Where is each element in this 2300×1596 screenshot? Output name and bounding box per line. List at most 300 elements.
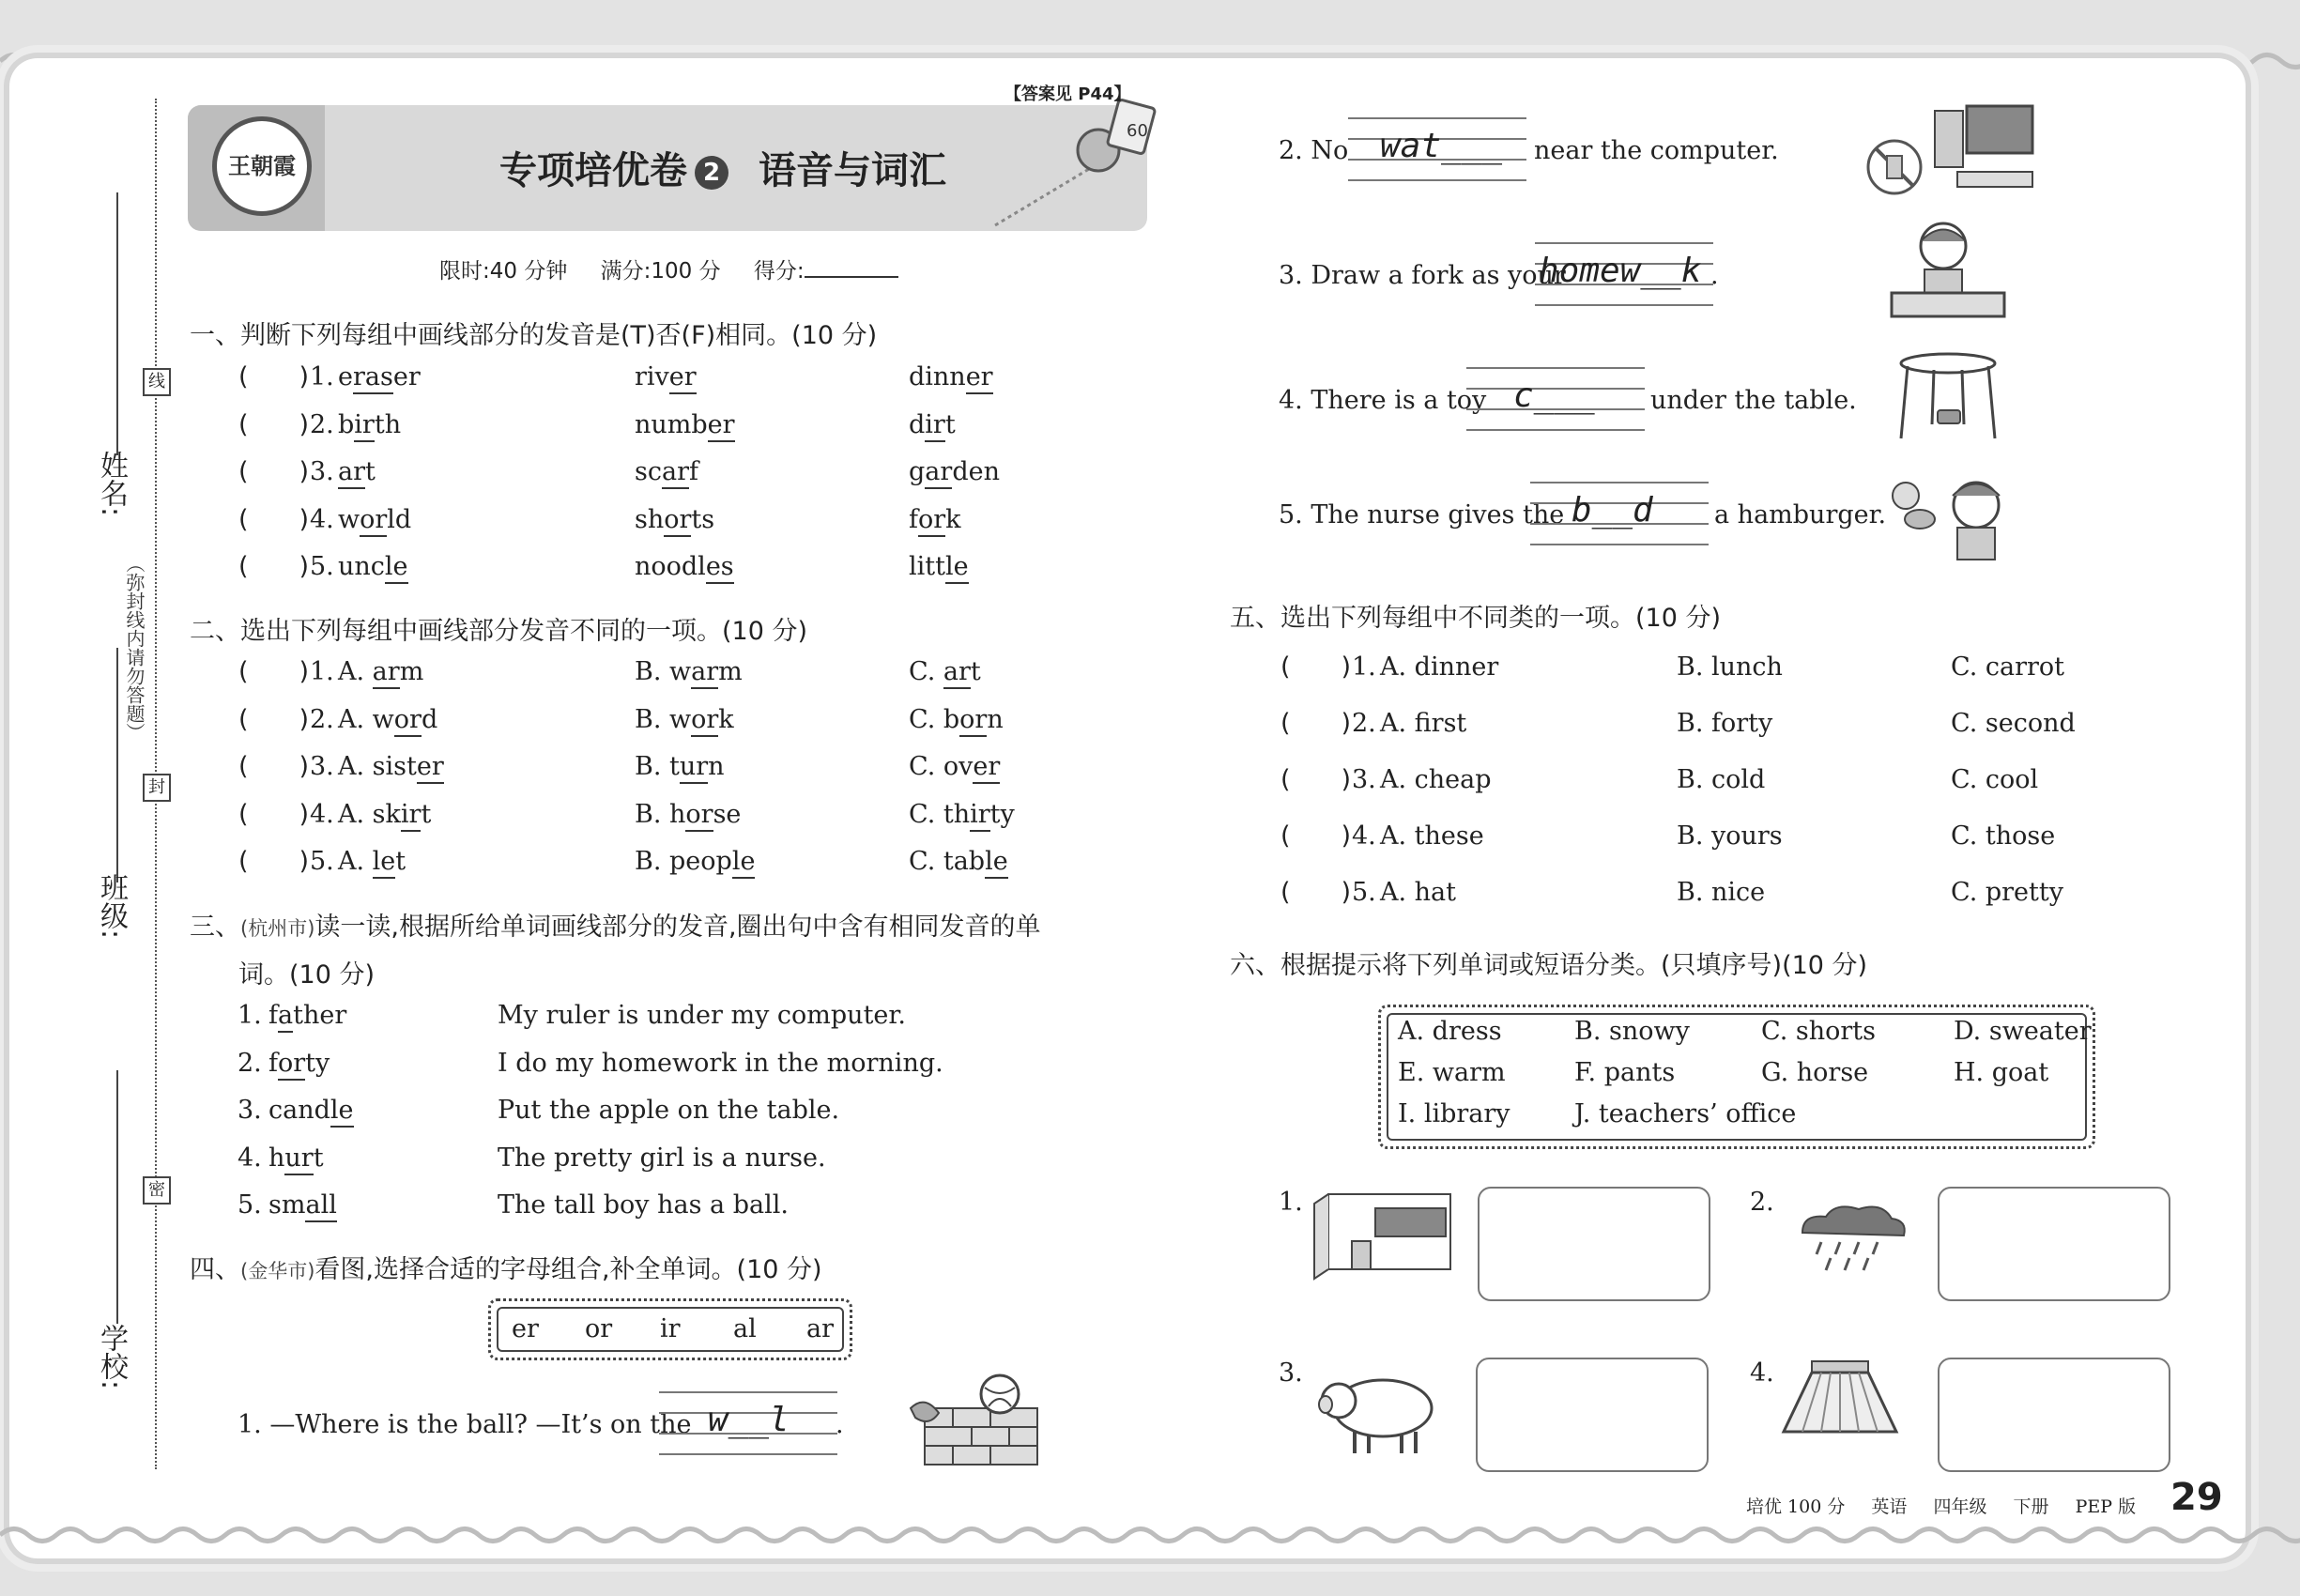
word-part: A. w: [338, 704, 394, 734]
underlined-letters: or: [691, 705, 718, 737]
underlined-letters: or: [360, 505, 387, 537]
word-part: d: [909, 409, 926, 439]
sentence[interactable]: The tall boy has a ball.: [498, 1190, 789, 1220]
word-part: sc: [635, 457, 662, 486]
word-part: k: [718, 704, 734, 734]
underlined-letters: ar: [691, 657, 718, 689]
word-part: t: [970, 657, 981, 686]
nurse-bird-picture: [1887, 468, 2014, 561]
class-fill-line: [116, 648, 118, 882]
footer-subject: 英语: [1871, 1496, 1908, 1517]
wall-ball-picture: [906, 1371, 1047, 1469]
option-b: [635, 752, 725, 781]
word-part: cand: [268, 1096, 330, 1125]
key-word: [268, 1190, 337, 1220]
option-b: [635, 457, 698, 486]
section-3-number: 三、: [190, 913, 240, 942]
question-number: 1.: [310, 362, 334, 391]
answer-parentheses[interactable]: ( ): [238, 752, 310, 781]
key-word: [268, 1096, 354, 1125]
class-label: 班级:: [95, 873, 128, 940]
option-word: [635, 800, 741, 832]
word-part: b: [338, 409, 355, 439]
option-b: [635, 410, 735, 439]
word-part: ty: [305, 1048, 330, 1078]
option-word: [338, 847, 406, 879]
option-c: [909, 457, 1000, 486]
option-a: [338, 847, 406, 876]
word-part: dinn: [909, 362, 966, 391]
wavy-bottom-edge: [0, 1523, 2300, 1547]
underlined-letters: le: [985, 847, 1008, 879]
option-word: [909, 657, 981, 689]
option-word: [635, 752, 725, 784]
option-word: [909, 705, 1004, 737]
option-word: [635, 657, 743, 689]
underlined-letters: er: [417, 752, 444, 784]
sentence[interactable]: Put the apple on the table.: [498, 1096, 840, 1125]
category-label: 2.: [1750, 1188, 1774, 1217]
option-word: [635, 705, 734, 737]
answer-parentheses[interactable]: ( ): [1280, 821, 1352, 851]
word-bank-item: G. horse: [1761, 1058, 1869, 1087]
s4-q3-text-end: .: [1710, 261, 1719, 290]
underlined-letters: or: [918, 505, 945, 537]
underlined-letters: all: [305, 1190, 336, 1222]
section-3-instruction: 读一读,根据所给单词画线部分的发音,圈出句中含有相同发音的单: [314, 913, 1041, 942]
word-part: ther: [293, 1001, 347, 1030]
word-part: ts: [691, 504, 715, 534]
section-1-title: 一、判断下列每组中画线部分的发音是(T)否(F)相同。(10 分): [190, 321, 878, 350]
option-b: B. lunch: [1677, 652, 1783, 682]
underlined-letters: ar: [338, 457, 365, 489]
answer-box-1[interactable]: [1478, 1187, 1710, 1301]
question-number: 5.: [310, 552, 334, 581]
question-number: 2.: [310, 409, 334, 439]
option-a: A. these: [1380, 821, 1484, 851]
underlined-letters: ar: [925, 457, 952, 489]
answer-parentheses[interactable]: ( ): [1280, 765, 1352, 794]
word-part: t: [421, 799, 432, 829]
word-part: B. t: [635, 752, 680, 781]
s4-q1-writing-lines[interactable]: [659, 1391, 837, 1457]
question-number: 3.: [1352, 765, 1376, 794]
option-c: C. carrot: [1951, 652, 2064, 682]
question-number: 5.: [310, 847, 334, 876]
question-number: 3.: [310, 457, 334, 486]
option-b: [635, 657, 743, 686]
answer-parentheses[interactable]: ( ): [1280, 878, 1352, 907]
word-part: B. w: [635, 704, 692, 734]
underlined-letters: ir: [401, 800, 422, 832]
option-a: [338, 505, 411, 534]
option-word: [909, 410, 956, 442]
option-word: [338, 362, 421, 394]
question-number: 3.: [238, 1096, 262, 1125]
word-part: den: [952, 457, 1000, 486]
option-b: [635, 800, 741, 829]
question-number: 1.: [238, 1001, 262, 1030]
word-part: f: [909, 504, 918, 534]
sentence[interactable]: I do my homework in the morning.: [498, 1048, 943, 1078]
title-part-2: 语音与词汇: [759, 149, 946, 192]
section-6-title: 六、根据提示将下列单词或短语分类。(只填序号)(10 分): [1230, 951, 1868, 980]
question-number: 5.: [238, 1190, 262, 1220]
s4-q2-text-end: near the computer.: [1534, 136, 1779, 165]
option-word: [909, 457, 1000, 489]
word-part: f: [689, 457, 698, 486]
pig-picture: [1312, 1361, 1444, 1460]
option-b: [635, 552, 734, 581]
title-number-badge: 2: [695, 156, 728, 190]
letter-option: ar: [806, 1314, 835, 1343]
s4-q4-handwriting: c___: [1513, 376, 1595, 415]
question-number: 5.: [1352, 878, 1376, 907]
question-number: 2.: [1352, 709, 1376, 738]
word-part: C. b: [909, 704, 960, 734]
time-limit: 限时:40 分钟: [439, 259, 568, 284]
option-word: [635, 847, 755, 879]
underlined-letters: er: [708, 410, 735, 442]
option-b: B. nice: [1677, 878, 1766, 907]
option-word: [338, 752, 444, 784]
category-label: 4.: [1750, 1358, 1774, 1388]
option-c: [909, 552, 969, 581]
exam-meta: [439, 253, 925, 284]
word-bank-item: J. teachers’ office: [1574, 1099, 1797, 1128]
seal-notice: （弥封线内请勿答题）: [123, 554, 146, 742]
underlined-letters: ar: [373, 657, 400, 689]
option-word: [909, 505, 961, 537]
word-part: riv: [635, 362, 669, 391]
word-part: t: [365, 457, 376, 486]
footer-edition: PEP 版: [2075, 1496, 2137, 1517]
option-c: C. pretty: [1951, 878, 2063, 907]
underlined-letters: er: [669, 362, 697, 394]
word-part: ty: [989, 799, 1015, 829]
word-bank-item: I. library: [1398, 1099, 1510, 1128]
option-c: C. second: [1951, 709, 2076, 738]
question-number: 1.: [1352, 652, 1376, 682]
period: .: [836, 1410, 844, 1439]
score-blank[interactable]: [805, 276, 898, 278]
option-b: [635, 505, 714, 534]
underlined-letters: ras: [353, 362, 393, 394]
section-2-title: 二、选出下列每组中画线部分发音不同的一项。(10 分): [190, 617, 808, 646]
s4-q2-handwriting: wat___: [1380, 127, 1503, 165]
option-word: [635, 552, 734, 584]
option-a: A. dinner: [1380, 652, 1499, 682]
option-a: [338, 457, 376, 486]
word-part: t: [395, 847, 406, 876]
question-number: 4.: [310, 504, 334, 534]
footer-grade: 四年级: [1933, 1496, 1987, 1517]
underlined-letters: le: [373, 847, 396, 879]
option-word: [338, 410, 401, 442]
word-part: B. w: [635, 657, 692, 686]
section-3-source: (杭州市): [240, 917, 315, 940]
page-footer: [1746, 1493, 2156, 1518]
answer-box-4[interactable]: [1938, 1358, 2170, 1472]
underlined-letters: le: [732, 847, 756, 879]
word-part: ld: [387, 504, 412, 534]
key-word: [268, 1143, 324, 1173]
underlined-letters: es: [706, 552, 734, 584]
option-word: [909, 362, 993, 394]
option-a: [338, 800, 431, 829]
question-number: 4.: [310, 799, 334, 829]
underlined-letters: ir: [925, 410, 945, 442]
word-bank-item: E. warm: [1398, 1058, 1506, 1087]
option-word: [338, 705, 437, 737]
key-word-text: [268, 1096, 354, 1128]
answer-box-3[interactable]: [1476, 1358, 1709, 1472]
option-b: B. yours: [1677, 821, 1783, 851]
category-label: 1.: [1279, 1188, 1303, 1217]
s4-q5-handwriting: b__d: [1572, 491, 1653, 529]
word-part: C. th: [909, 799, 971, 829]
section-5-title: 五、选出下列每组中不同类的一项。(10 分): [1230, 604, 1722, 633]
option-a: [338, 705, 437, 734]
option-c: [909, 847, 1008, 876]
letter-option: ir: [660, 1314, 681, 1343]
word-part: f: [268, 1048, 278, 1078]
option-word: [909, 552, 969, 584]
s4-q4-writing-lines[interactable]: [1466, 367, 1645, 433]
option-b: B. cold: [1677, 765, 1766, 794]
section-4-number: 四、: [190, 1255, 240, 1284]
option-word: [338, 657, 423, 689]
option-b: [635, 847, 755, 876]
key-word: [268, 1001, 346, 1030]
svg-text:60: 60: [1127, 121, 1148, 141]
word-part: A. sk: [338, 799, 401, 829]
underlined-letters: ar: [943, 657, 971, 689]
option-word: [909, 752, 1000, 784]
footer-volume: 下册: [2013, 1496, 2049, 1517]
word-part: th: [374, 409, 402, 439]
underlined-letters: er: [966, 362, 993, 394]
underlined-letters: ir: [970, 800, 990, 832]
word-bank-item: B. snowy: [1574, 1017, 1690, 1046]
word-part: w: [338, 504, 360, 534]
key-word-text: [268, 1143, 324, 1175]
word-part: n: [987, 704, 1004, 734]
word-part: noodl: [635, 552, 706, 581]
option-word: [635, 410, 735, 442]
question-number: 4.: [1352, 821, 1376, 851]
answer-box-2[interactable]: [1938, 1187, 2170, 1301]
fold-mark: 密: [143, 1176, 171, 1205]
full-score: 满分:100 分: [600, 259, 721, 284]
option-b: [635, 705, 734, 734]
answer-parentheses[interactable]: ( ): [238, 457, 310, 486]
question-number: 2.: [310, 704, 334, 734]
letter-option: er: [512, 1314, 539, 1343]
answer-parentheses[interactable]: ( ): [238, 799, 310, 829]
library-picture: [1310, 1185, 1455, 1283]
letter-options-box: [488, 1298, 852, 1360]
word-part: numb: [635, 409, 708, 439]
option-a: A. first: [1380, 709, 1467, 738]
word-part: A. sist: [338, 752, 417, 781]
underlined-letters: ar: [662, 457, 689, 489]
underlined-letters: or: [664, 505, 691, 537]
option-c: [909, 752, 1000, 781]
option-word: [338, 505, 411, 537]
option-word: [338, 800, 431, 832]
option-c: C. those: [1951, 821, 2056, 851]
underlined-letters: ir: [354, 410, 375, 442]
name-fill-line: [116, 192, 118, 455]
s4-q5-writing-lines[interactable]: [1530, 482, 1709, 547]
answer-parentheses[interactable]: ( ): [238, 657, 310, 686]
option-a: [338, 657, 423, 686]
question-number: 2.: [238, 1048, 262, 1078]
underlined-letters: le: [945, 552, 969, 584]
option-a: [338, 362, 421, 391]
footer-series: 培优 100 分: [1746, 1496, 1846, 1517]
no-water-computer-picture: [1863, 101, 2037, 195]
score-label: 得分:: [753, 259, 805, 284]
word-part: se: [713, 799, 742, 829]
word-bank-box: [1378, 1005, 2095, 1149]
s4-q2-writing-lines[interactable]: [1348, 117, 1526, 183]
publisher-logo: 王朝霞: [212, 116, 312, 216]
s4-q3-writing-lines[interactable]: [1535, 242, 1713, 308]
answer-parentheses[interactable]: ( ): [238, 362, 310, 391]
word-part: m: [399, 657, 424, 686]
underlined-letters: or: [959, 705, 987, 737]
option-c: [909, 505, 961, 534]
title-part-1: 专项培优卷: [499, 149, 687, 192]
s4-q3-text: 3. Draw a fork as your: [1279, 261, 1566, 290]
word-bank-item: C. shorts: [1761, 1017, 1876, 1046]
option-a: [338, 410, 401, 439]
option-a: A. cheap: [1380, 765, 1492, 794]
word-part: er: [392, 362, 421, 391]
s4-q5-text: 5. The nurse gives the: [1279, 500, 1565, 529]
section-4-source: (金华市): [240, 1260, 315, 1282]
underlined-letters: or: [685, 800, 713, 832]
key-word-text: [268, 1001, 346, 1033]
option-word: [635, 457, 698, 489]
answer-parentheses[interactable]: ( ): [238, 704, 310, 734]
answer-parentheses[interactable]: ( ): [238, 409, 310, 439]
underlined-letters: le: [330, 1096, 354, 1128]
sentence[interactable]: My ruler is under my computer.: [498, 1001, 906, 1030]
section-3-title: [190, 906, 1041, 943]
word-part: f: [268, 1001, 278, 1030]
underlined-letters: a: [278, 1001, 293, 1033]
word-part: h: [268, 1143, 285, 1173]
s4-q3-handwriting: homew__k: [1539, 252, 1702, 290]
word-part: t: [313, 1143, 324, 1173]
school-label: 学校:: [95, 1324, 128, 1390]
option-a: [338, 752, 444, 781]
word-part: C. ov: [909, 752, 974, 781]
key-word: [268, 1049, 330, 1078]
underlined-letters: or: [394, 705, 422, 737]
s4-q4-text-end: under the table.: [1650, 386, 1857, 415]
option-word: [909, 847, 1008, 879]
answer-parentheses[interactable]: ( ): [238, 847, 310, 876]
underlined-letters: er: [973, 752, 1000, 784]
car-under-table-picture: [1896, 349, 2000, 443]
mascot-illustration: [986, 84, 1164, 235]
word-part: n: [708, 752, 725, 781]
answer-parentheses[interactable]: ( ): [238, 504, 310, 534]
word-part: e: [338, 362, 353, 391]
option-c: C. cool: [1951, 765, 2039, 794]
answer-parentheses[interactable]: ( ): [238, 552, 310, 581]
word-bank-item: F. pants: [1574, 1058, 1676, 1087]
girl-homework-picture: [1887, 218, 2009, 326]
s4-q4-text: 4. There is a toy: [1279, 386, 1487, 415]
s4-q1-text: 1. —Where is the ball? —It’s on the: [238, 1410, 692, 1439]
line-mark: 线: [143, 368, 171, 396]
name-label: 姓名:: [95, 451, 128, 517]
key-word-text: [268, 1049, 330, 1081]
option-word: [338, 552, 408, 584]
section-4-title: [190, 1249, 822, 1285]
option-c: [909, 362, 993, 391]
answer-parentheses[interactable]: ( ): [1280, 709, 1352, 738]
word-part: sh: [635, 504, 665, 534]
section-3-title-cont: 词。(10 分): [238, 960, 376, 990]
option-word: [909, 800, 1015, 832]
word-bank-item: A. dress: [1398, 1017, 1502, 1046]
word-part: litt: [909, 552, 945, 581]
option-word: [338, 457, 376, 489]
answer-parentheses[interactable]: ( ): [1280, 652, 1352, 682]
option-a: [338, 552, 408, 581]
word-bank-item: H. goat: [1954, 1058, 2049, 1087]
word-part: A.: [338, 847, 373, 876]
question-number: 4.: [238, 1143, 262, 1173]
option-c: [909, 800, 1015, 829]
skirt-picture: [1779, 1357, 1901, 1441]
question-number: 1.: [310, 657, 334, 686]
word-part: A.: [338, 657, 373, 686]
underlined-letters: or: [278, 1049, 305, 1081]
s4-q5-text-end: a hamburger.: [1714, 500, 1887, 529]
word-part: B. peop: [635, 847, 732, 876]
section-4-instruction: 看图,选择合适的字母组合,补全单词。(10 分): [314, 1255, 822, 1284]
word-part: k: [945, 504, 961, 534]
word-part: g: [909, 457, 926, 486]
word-part: C.: [909, 657, 943, 686]
rainy-cloud-picture: [1793, 1200, 1910, 1280]
option-c: [909, 410, 956, 439]
option-c: [909, 705, 1004, 734]
option-b: B. forty: [1677, 709, 1773, 738]
word-part: t: [944, 409, 956, 439]
option-word: [635, 362, 697, 394]
seal-mark: 封: [143, 774, 171, 802]
page-number: 29: [2170, 1476, 2223, 1519]
s4-q2-text: 2. No: [1279, 136, 1349, 165]
s4-q1-handwriting: w__l: [708, 1401, 790, 1439]
word-part: C. tab: [909, 847, 986, 876]
option-word: [635, 505, 714, 537]
underlined-letters: le: [385, 552, 408, 584]
word-bank-item: D. sweater: [1954, 1017, 2092, 1046]
underlined-letters: ur: [680, 752, 708, 784]
sentence[interactable]: The pretty girl is a nurse.: [498, 1143, 826, 1173]
school-fill-line: [116, 1070, 118, 1324]
option-c: [909, 657, 981, 686]
